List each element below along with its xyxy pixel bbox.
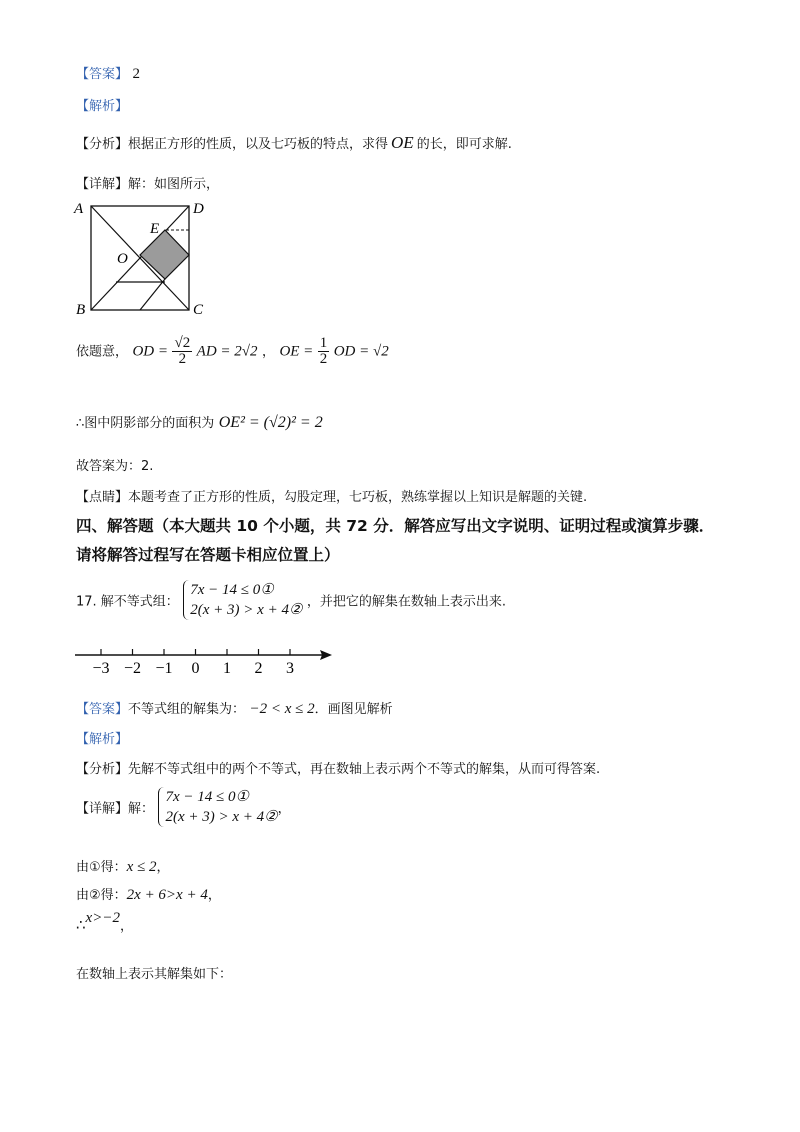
detail-tag: 【详解】 [76,177,129,192]
detail-prefix: 解： [128,801,155,817]
step-3: ∴x>−2， [76,910,133,934]
od-rhs: AD = 2√2 [196,343,258,360]
tick-label: 0 [191,660,200,677]
section-heading-line2: 请将解答过程写在答题卡相应位置上） [76,546,340,564]
step-3-expression: x>−2 [85,910,120,926]
inequality-1: 7x − 14 ≤ 0① [190,582,274,598]
answer-tag: 【答案】 [76,702,129,717]
oe-lhs: OE = [279,343,314,360]
number-line-ticks [92,649,294,677]
label-c: C [193,302,204,318]
question-prefix: 17. 解不等式组： [76,594,179,610]
tick-label: 2 [254,660,263,677]
tick-label: −3 [92,660,110,677]
inequality-1: 7x − 14 ≤ 0① [165,789,249,805]
label-o: O [117,251,128,267]
detail-tag: 【详解】 [76,801,129,817]
step-2-expression: 2x + 6>x + 4 [126,887,208,903]
shaded-square [140,230,189,279]
method-line-16 [76,133,512,153]
label-d: D [193,201,204,217]
answer-text: 不等式组的解集为： [128,702,246,717]
question-suffix: ，并把它的解集在数轴上表示出来. [306,594,506,610]
inequality-system [183,580,302,620]
answer-suffix: ．画图见解析 [314,702,393,717]
equation-line-od-oe [76,336,389,367]
oe-rhs: OD = √2 [333,343,389,360]
comment-line-16 [76,486,587,505]
label-b: B [76,302,86,318]
fraction-half: $\frac{1}{2}$ [319,335,328,367]
area-expression: OE² = (√2)² = 2 [218,414,323,431]
method-tag: 【分析】 [76,137,129,152]
inequality-system-detail [158,787,277,827]
detail-text: 解：如图所示， [128,177,220,192]
method-var: OE [391,133,414,152]
answer-line-16 [76,63,140,83]
fraction-sqrt2-over-2: $\frac{√2}{2}$ [174,335,191,367]
method-tag: 【分析】 [76,762,129,777]
tick-label: −2 [123,660,142,677]
answer-expression: −2 < x ≤ 2 [249,701,315,717]
answer-line-17 [76,698,393,718]
method-line-17 [76,758,600,777]
equation-prefix: 依题意， [76,344,129,360]
conclusion-16: 故答案为：2. [76,459,154,474]
analysis-tag-17: 【解析】 [76,732,129,747]
step-2: 由②得：2x + 6>x + 4， [76,887,221,903]
tick-label: 3 [286,660,294,677]
comment-tag: 【点睛】 [76,490,129,505]
answer-value: 2 [132,66,140,82]
question-17 [76,580,506,620]
method-text: 根据正方形的性质，以及七巧板的特点，求得 [128,137,389,152]
step-1-expression: x ≤ 2 [126,859,157,875]
detail-line-16 [76,173,219,192]
detail-line-17: 【详解】解： 7x − 14 ≤ 0① 2(x + 3) > x + 4② ， [76,789,291,825]
answer-tag: 【答案】 [76,67,129,82]
section-heading-line1: 四、解答题（本大题共 10 个小题，共 72 分．解答应写出文字说明、证明过程或演算步骤． [76,517,715,535]
method-text: 先解不等式组中的两个不等式，再在数轴上表示两个不等式的解集，从而可得答案. [128,762,601,777]
inequality-2: 2(x + 3) > x + 4② [190,602,303,618]
label-e: E [150,221,160,237]
tick-label: 1 [223,660,231,677]
method-text-2: 的长，即可求解. [416,137,512,152]
od-lhs: OD = [132,343,169,360]
inequality-2: 2(x + 3) > x + 4② [165,809,278,825]
tangram-figure [70,195,215,323]
number-line [70,640,340,680]
step-1: 由①得：x ≤ 2， [76,859,170,875]
tick-label: −1 [155,660,173,677]
area-prefix: ∴图中阴影部分的面积为 [76,416,215,431]
closing-text: 在数轴上表示其解集如下： [76,967,233,982]
comment-text: 本题考查了正方形的性质，勾股定理，七巧板，熟练掌握以上知识是解题的关键. [128,490,588,505]
area-line [76,412,323,432]
separator: ， [261,344,275,360]
label-a: A [74,201,84,217]
analysis-tag: 【解析】 [76,99,129,114]
